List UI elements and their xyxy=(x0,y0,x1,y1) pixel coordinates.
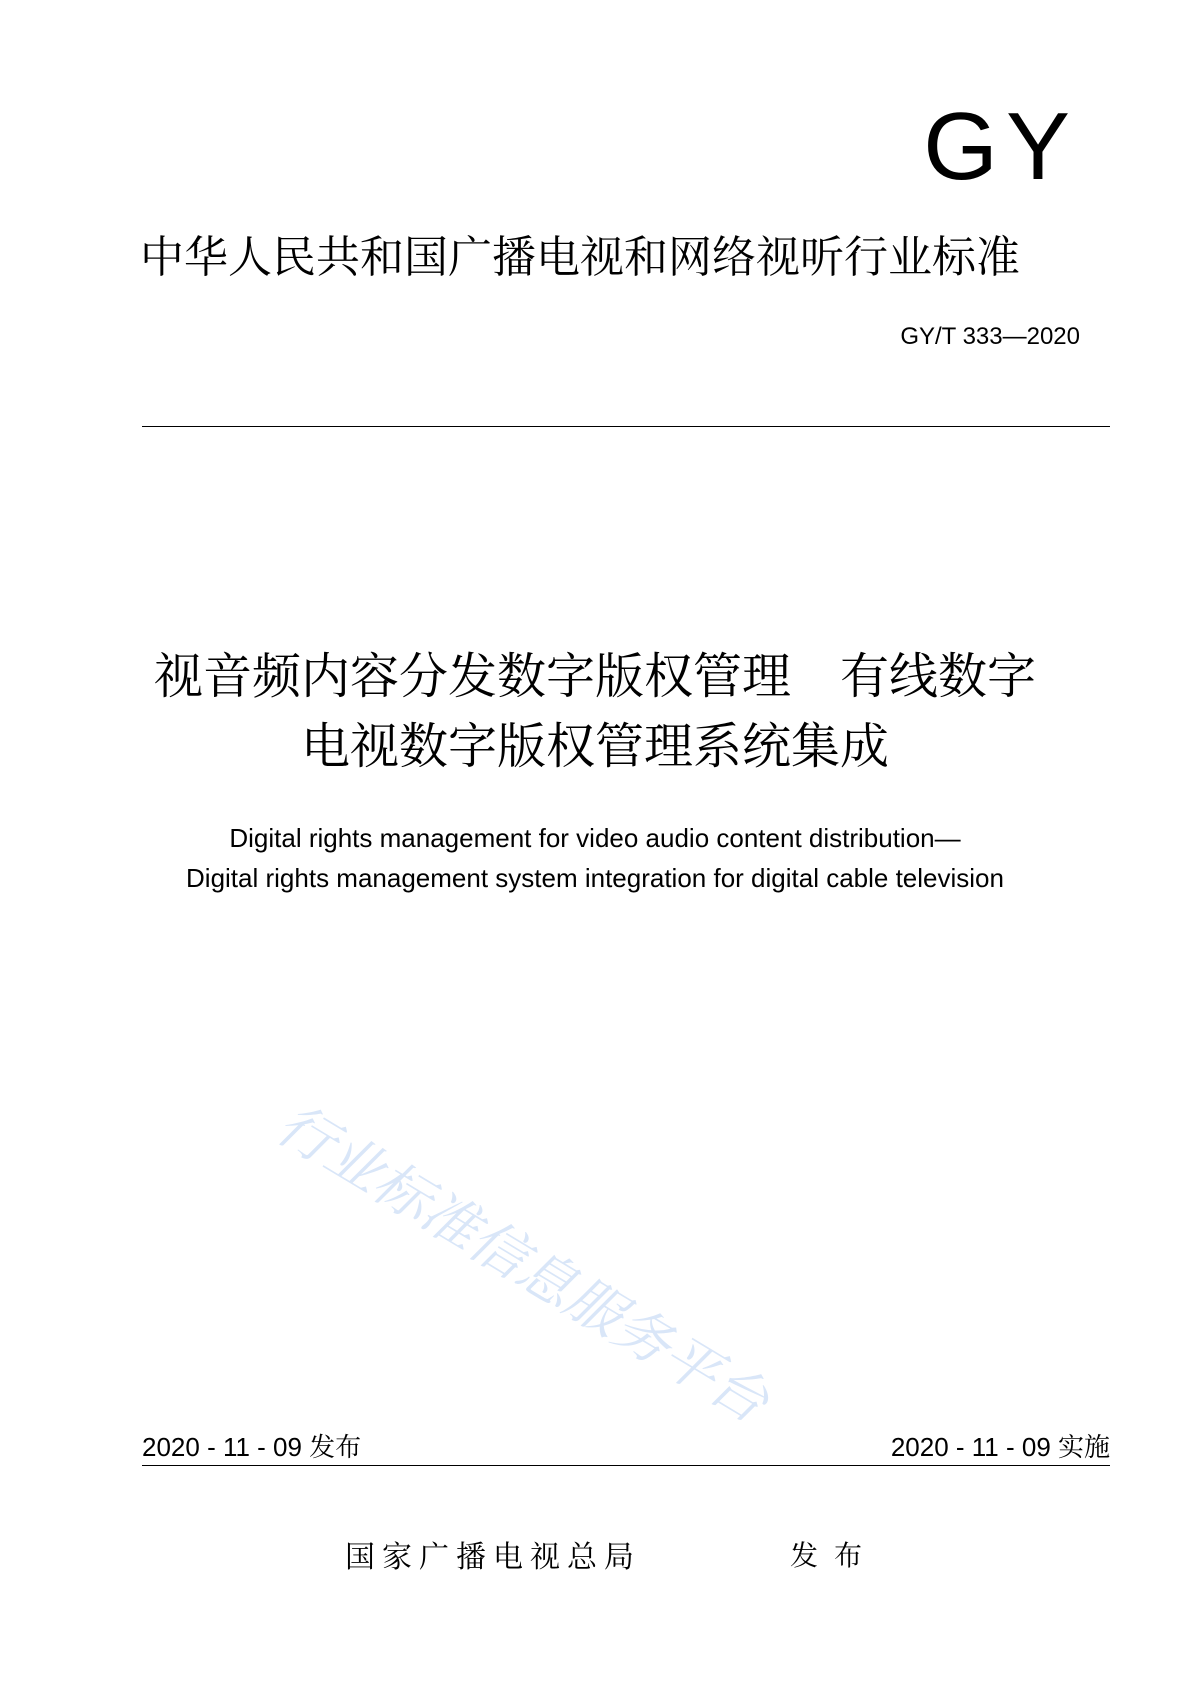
gy-logo: GY xyxy=(923,93,1078,200)
standard-category: 中华人民共和国广播电视和网络视听行业标准 xyxy=(140,232,1020,283)
publish-label: 发布 xyxy=(790,1539,879,1572)
standard-number: GY/T 333—2020 xyxy=(900,323,1080,350)
title-chinese-line-2: 电视数字版权管理系统集成 xyxy=(300,718,889,775)
watermark: 行业标准信息服务平台 xyxy=(265,1091,779,1436)
title-english xyxy=(60,818,1130,898)
title-chinese xyxy=(60,642,1130,782)
bottom-divider xyxy=(142,1465,1110,1466)
publisher-name: 国家广播电视总局 xyxy=(345,1540,641,1575)
top-divider xyxy=(142,426,1110,427)
effective-date: 2020 - 11 - 09 实施 xyxy=(890,1432,1110,1462)
title-english-line-1: Digital rights management for video audio content distribution— xyxy=(229,823,961,853)
title-chinese-line-1: 视音频内容分发数字版权管理 有线数字 xyxy=(153,648,1036,705)
title-english-line-2: Digital rights management system integration for digital cable television xyxy=(186,863,1004,893)
issue-date: 2020 - 11 - 09 发布 xyxy=(142,1432,362,1462)
